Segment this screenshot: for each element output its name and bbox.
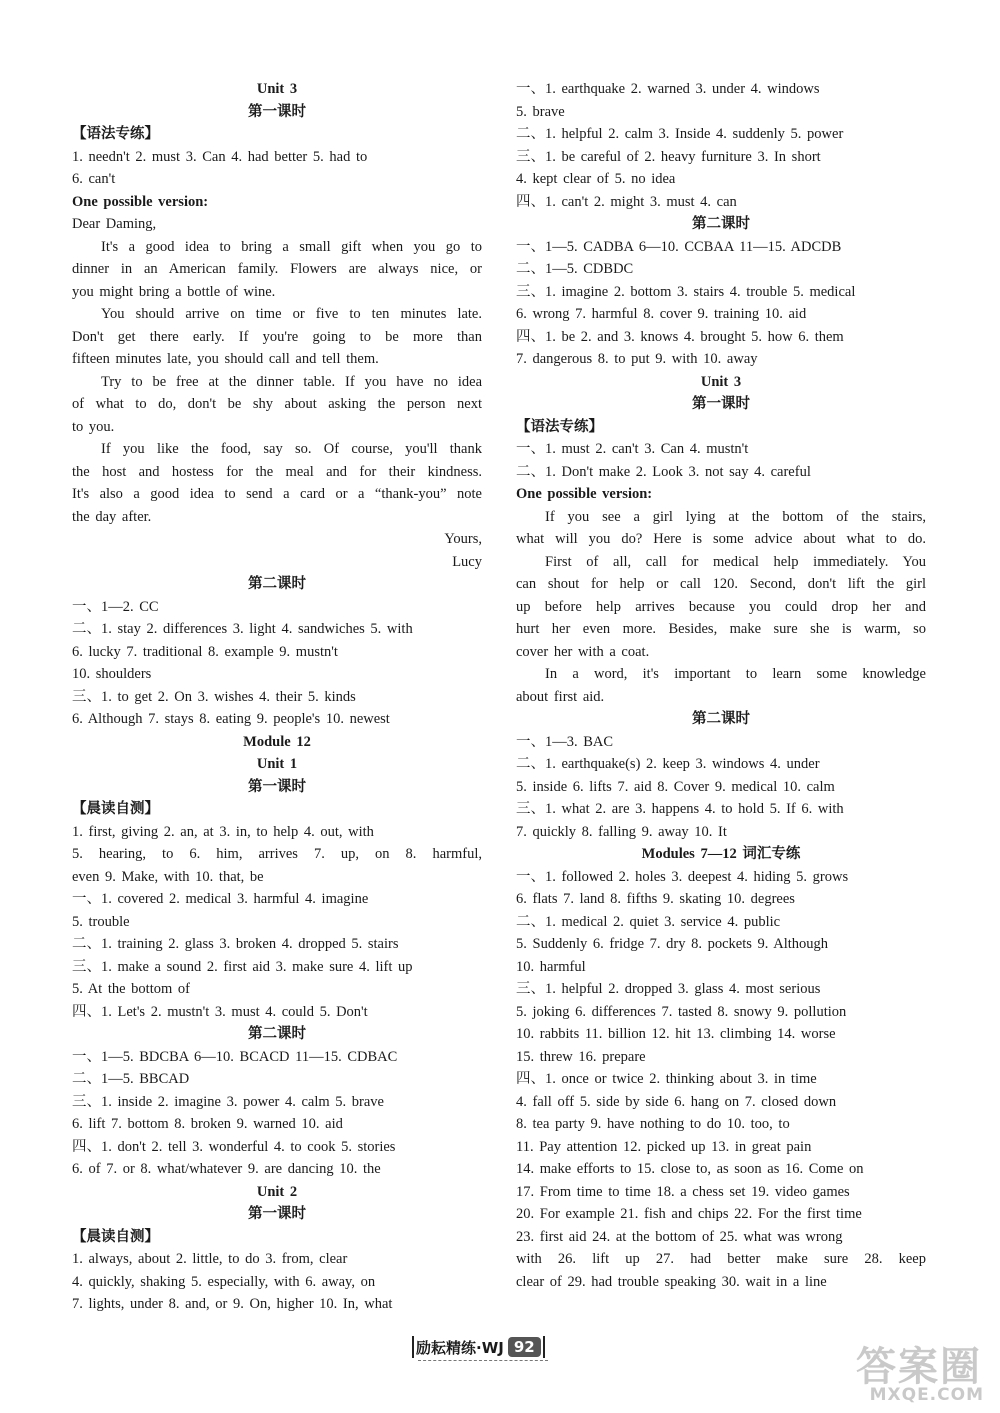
right-line-25: cover her with a coat. — [516, 643, 650, 660]
right-line-8: 二、1—5. CDBDC — [516, 261, 634, 277]
left-line-2: 【语法专练】 — [72, 126, 159, 142]
left-line-41: 四、1. Let's 2. mustn't 3. must 4. could 5. Don't — [72, 1003, 368, 1020]
left-line-27: 三、1. to get 2. On 3. wishes 4. their 5. kinds — [72, 688, 356, 705]
left-line-18: It's also a good idea to send a card or a “thank-you” note — [72, 486, 482, 502]
right-line-43: 15. threw 16. prepare — [516, 1048, 646, 1065]
left-line-13: Try to be free at the dinner table. If you have no idea — [101, 373, 482, 390]
right-line-33: 7. quickly 8. falling 9. away 10. It — [516, 823, 727, 840]
left-line-46: 6. lift 7. bottom 8. broken 9. warned 10. aid — [72, 1116, 343, 1132]
right-line-13: Unit 3 — [700, 373, 742, 390]
right-line-50: 20. For example 21. fish and chips 22. For the first time — [516, 1206, 862, 1222]
left-line-26: 10. shoulders — [72, 666, 152, 682]
right-line-19: If you see a girl lying at the bottom of the stairs, — [545, 508, 926, 525]
right-line-53: clear of 29. had trouble speaking 30. wait in a line — [516, 1273, 827, 1290]
right-line-29: 一、1—3. BAC — [516, 733, 614, 750]
left-line-11: Don't get there early. If you're going to be more than — [72, 328, 482, 345]
left-line-39: 三、1. make a sound 2. first aid 3. make sure 4. lift up — [72, 958, 413, 975]
right-line-44: 四、1. once or twice 2. thinking about 3. in time — [516, 1071, 817, 1087]
footer-bar-left — [412, 1336, 414, 1358]
right-line-11: 四、1. be 2. and 3. knows 4. brought 5. how 6. them — [516, 328, 844, 345]
left-line-12: fifteen minutes late, you should call and tell them. — [72, 351, 379, 367]
left-column — [72, 78, 482, 1316]
right-line-28: 第二课时 — [692, 711, 750, 727]
left-line-24: 二、1. stay 2. differences 3. light 4. sandwiches 5. with — [72, 621, 413, 637]
watermark-url: MXQE.COM — [869, 1385, 984, 1405]
right-line-35: 一、1. followed 2. holes 3. deepest 4. hiding 5. grows — [516, 868, 849, 885]
right-line-23: up before help arrives because you could drop her and — [516, 598, 926, 615]
left-line-37: 5. trouble — [72, 913, 130, 930]
right-line-1: 5. brave — [516, 103, 565, 120]
right-line-34: Modules 7—12 词汇专练 — [641, 846, 801, 862]
left-line-34: 5. hearing, to 6. him, arrives 7. up, on 8. harmful, — [72, 846, 482, 862]
left-line-48: 6. of 7. or 8. what/whatever 9. are dancing 10. the — [72, 1161, 381, 1177]
right-line-22: can shout for help or call 120. Second, don't lift the girl — [516, 576, 926, 592]
left-line-25: 6. lucky 7. traditional 8. example 9. mustn't — [72, 643, 338, 660]
right-line-20: what will you do? Here is some advice about what to do. — [516, 531, 926, 547]
right-line-37: 二、1. medical 2. quiet 3. service 4. public — [516, 913, 781, 930]
right-line-17: 二、1. Don't make 2. Look 3. not say 4. careful — [516, 463, 811, 480]
left-line-35: even 9. Make, with 10. that, be — [72, 868, 264, 885]
left-line-7: It's a good idea to bring a small gift when you go to — [101, 238, 482, 255]
left-line-53: 4. quickly, shaking 5. especially, with 6. away, on — [72, 1273, 376, 1290]
left-line-22: 第二课时 — [248, 576, 306, 592]
left-line-20: Yours, — [444, 531, 482, 547]
right-line-12: 7. dangerous 8. to put 9. with 10. away — [516, 351, 758, 367]
watermark-logo: 答案圈 — [856, 1344, 982, 1390]
right-line-40: 三、1. helpful 2. dropped 3. glass 4. most serious — [516, 981, 821, 997]
left-line-21: Lucy — [452, 553, 482, 570]
left-line-38: 二、1. training 2. glass 3. broken 4. dropped 5. stairs — [72, 936, 399, 952]
right-line-15: 【语法专练】 — [516, 418, 603, 435]
left-line-9: you might bring a bottle of wine. — [72, 283, 276, 300]
left-line-32: 【晨读自测】 — [72, 801, 159, 817]
right-line-10: 6. wrong 7. harmful 8. cover 9. training 10. aid — [516, 306, 807, 322]
right-line-3: 三、1. be careful of 2. heavy furniture 3. In short — [516, 148, 821, 165]
left-line-43: 一、1—5. BDCBA 6—10. BCACD 11—15. CDBAC — [72, 1048, 398, 1065]
left-line-15: to you. — [72, 418, 115, 435]
left-line-3: 1. needn't 2. must 3. Can 4. had better 5. had to — [72, 148, 368, 165]
right-line-32: 三、1. what 2. are 3. happens 4. to hold 5. If 6. with — [516, 801, 844, 817]
left-line-6: Dear Daming, — [72, 216, 157, 232]
left-line-23: 一、1—2. CC — [72, 598, 159, 615]
right-column — [516, 78, 926, 1293]
right-line-7: 一、1—5. CADBA 6—10. CCBAA 11—15. ADCDB — [516, 238, 842, 255]
footer-brand: 励耘精练·WJ — [416, 1338, 504, 1357]
right-line-46: 8. tea party 9. have nothing to do 10. too, to — [516, 1116, 790, 1132]
right-line-16: 一、1. must 2. can't 3. Can 4. mustn't — [516, 441, 749, 457]
left-line-42: 第二课时 — [248, 1026, 306, 1042]
right-line-0: 一、1. earthquake 2. warned 3. under 4. windows — [516, 81, 820, 97]
left-line-5: One possible version: — [72, 193, 209, 210]
right-line-24: hurt her even more. Besides, make sure she is warm, so — [516, 621, 926, 637]
right-line-41: 5. joking 6. differences 7. tasted 8. snowy 9. pollution — [516, 1003, 847, 1020]
watermark — [820, 1335, 988, 1405]
left-line-17: the host and hostess for the meal and for their kindness. — [72, 463, 482, 480]
right-line-31: 5. inside 6. lifts 7. aid 8. Cover 9. medical 10. calm — [516, 778, 835, 795]
page-footer — [412, 1336, 545, 1358]
left-line-31: 第一课时 — [248, 778, 306, 795]
left-line-54: 7. lights, under 8. and, or 9. On, higher 10. In, what — [72, 1296, 393, 1312]
right-line-6: 第二课时 — [692, 216, 750, 232]
left-line-44: 二、1—5. BBCAD — [72, 1071, 190, 1087]
right-line-45: 4. fall off 5. side by side 6. hang on 7. closed down — [516, 1093, 837, 1110]
left-line-10: You should arrive on time or five to ten minutes late. — [101, 306, 482, 322]
left-line-49: Unit 2 — [256, 1183, 298, 1200]
left-line-40: 5. At the bottom of — [72, 981, 190, 997]
footer-dashes — [418, 1360, 548, 1361]
left-line-45: 三、1. inside 2. imagine 3. power 4. calm 5. brave — [72, 1093, 384, 1110]
left-line-16: If you like the food, say so. Of course, you'll thank — [101, 441, 482, 457]
left-line-30: Unit 1 — [256, 756, 298, 772]
right-line-9: 三、1. imagine 2. bottom 3. stairs 4. trouble 5. medical — [516, 283, 856, 300]
left-line-29: Module 12 — [243, 733, 311, 750]
left-line-52: 1. always, about 2. little, to do 3. from, clear — [72, 1251, 348, 1267]
right-line-49: 17. From time to time 18. a chess set 19. video games — [516, 1183, 850, 1200]
right-line-27: about first aid. — [516, 688, 605, 705]
left-line-4: 6. can't — [72, 171, 116, 187]
left-line-51: 【晨读自测】 — [72, 1228, 159, 1245]
right-line-21: First of all, call for medical help immediately. You — [545, 553, 926, 570]
right-line-5: 四、1. can't 2. might 3. must 4. can — [516, 193, 737, 210]
right-line-14: 第一课时 — [692, 396, 750, 412]
right-line-42: 10. rabbits 11. billion 12. hit 13. climbing 14. worse — [516, 1026, 836, 1042]
right-line-52: with 26. lift up 27. had better make sure 28. keep — [516, 1251, 926, 1267]
left-line-28: 6. Although 7. stays 8. eating 9. people's 10. newest — [72, 711, 390, 727]
left-line-14: of what to do, don't be shy about asking the person next — [72, 396, 482, 412]
right-line-47: 11. Pay attention 12. picked up 13. in great pain — [516, 1138, 812, 1155]
left-line-36: 一、1. covered 2. medical 3. harmful 4. imagine — [72, 891, 369, 907]
left-line-1: 第一课时 — [248, 103, 306, 120]
right-line-39: 10. harmful — [516, 958, 586, 975]
left-line-8: dinner in an American family. Flowers are always nice, or — [72, 261, 482, 277]
left-line-33: 1. first, giving 2. an, at 3. in, to help 4. out, with — [72, 823, 374, 840]
left-line-50: 第一课时 — [248, 1206, 306, 1222]
right-line-51: 23. first aid 24. at the bottom of 25. what was wrong — [516, 1228, 843, 1245]
right-line-48: 14. make efforts to 15. close to, as soon as 16. Come on — [516, 1161, 864, 1177]
footer-bar-right — [543, 1336, 545, 1358]
right-line-26: In a word, it's important to learn some knowledge — [545, 666, 926, 682]
right-line-2: 二、1. helpful 2. calm 3. Inside 4. suddenly 5. power — [516, 126, 844, 142]
left-line-0: Unit 3 — [256, 81, 298, 97]
left-line-19: the day after. — [72, 508, 152, 525]
right-line-36: 6. flats 7. land 8. fifths 9. skating 10. degrees — [516, 891, 795, 907]
right-line-38: 5. Suddenly 6. fridge 7. dry 8. pockets 9. Although — [516, 936, 829, 952]
left-line-47: 四、1. don't 2. tell 3. wonderful 4. to cook 5. stories — [72, 1138, 396, 1155]
page-number: 92 — [508, 1337, 541, 1357]
right-line-18: One possible version: — [516, 486, 653, 502]
right-line-30: 二、1. earthquake(s) 2. keep 3. windows 4. under — [516, 756, 820, 772]
right-line-4: 4. kept clear of 5. no idea — [516, 171, 676, 187]
